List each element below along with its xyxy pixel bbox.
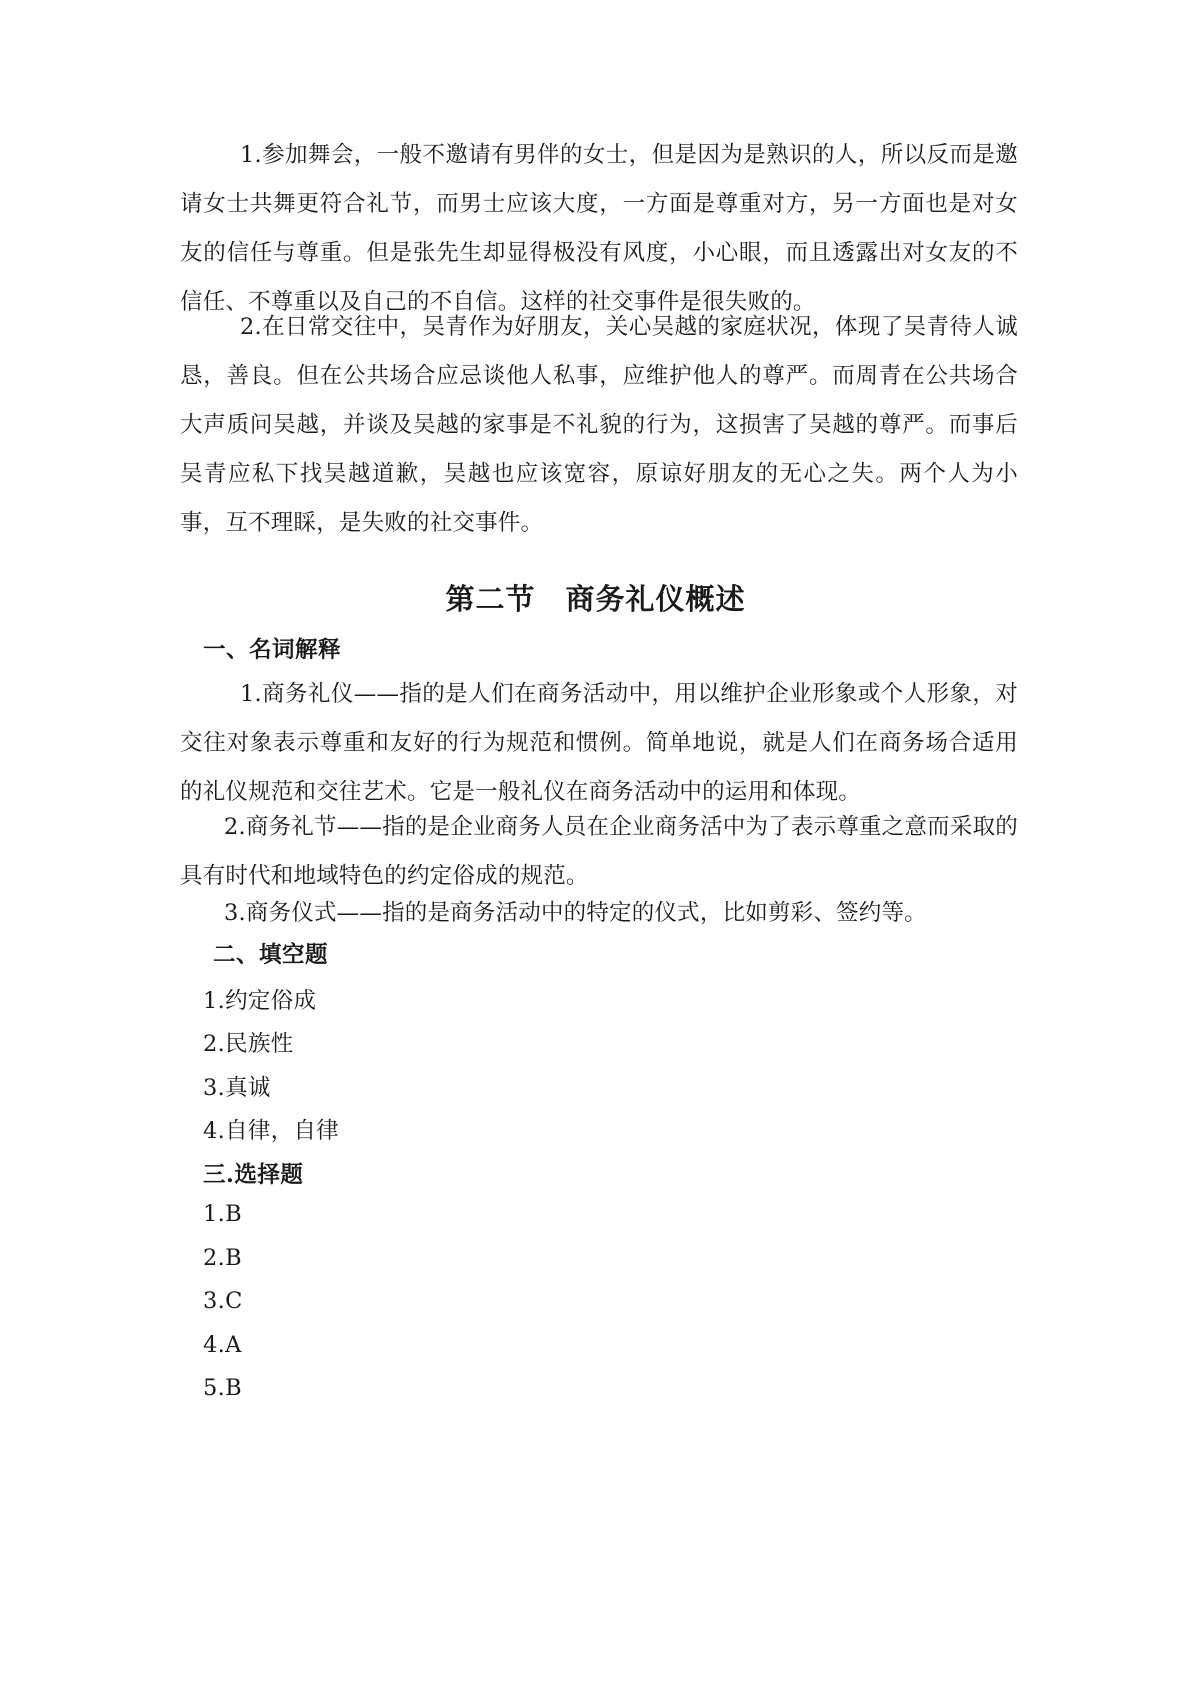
choice-answer-4: 4.A [203,1332,242,1358]
fill-answer-2: 2.民族性 [203,1031,294,1057]
fill-answer-3: 3.真诚 [203,1075,271,1101]
fill-answer-4: 4.自律，自律 [203,1118,340,1144]
choice-answer-2: 2.B [203,1245,242,1271]
part3-heading: 三.选择题 [203,1162,304,1188]
definition-item-2: 2.商务礼节——指的是企业商务人员在企业商务活中为了表示尊重之意而采取的具有时代和地域特色的约定俗成的规范。 [180,814,1018,889]
intro-paragraph-1: 1.参加舞会，一般不邀请有男伴的女士，但是因为是熟识的人，所以反而是邀请女士共舞更符合礼节，而男士应该大度，一方面是尊重对方，另一方面也是对女友的信任与尊重。但是张先生却显得极没有风度，小心眼，而且透露出对女友的不信任、不尊重以及自己的不自信。这样的社交事件是很失败的。 [180,142,1018,315]
definition-item-3: 3.商务仪式——指的是商务活动中的特定的仪式，比如剪彩、签约等。 [224,900,927,926]
section-title: 第二节 商务礼仪概述 [445,582,746,616]
choice-answer-5: 5.B [203,1375,242,1401]
choice-answer-3: 3.C [203,1288,243,1314]
intro-paragraph-2: 2.在日常交往中，吴青作为好朋友，关心吴越的家庭状况，体现了吴青待人诚恳，善良。但在公共场合应忌谈他人私事，应维护他人的尊严。而周青在公共场合大声质问吴越，并谈及吴越的家事是不礼貌的行为，这损害了吴越的尊严。而事后吴青应私下找吴越道歉，吴越也应该宽容，原谅好朋友的无心之失。两个人为小事，互不理睬，是失败的社交事件。 [180,314,1018,536]
definition-item-1: 1.商务礼仪——指的是人们在商务活动中，用以维护企业形象或个人形象，对交往对象表示尊重和友好的行为规范和惯例。简单地说，就是人们在商务场合适用的礼仪规范和交往艺术。它是一般礼仪在商务活动中的运用和体现。 [180,681,1018,805]
part1-heading: 一、名词解释 [203,637,342,663]
fill-answer-1: 1.约定俗成 [203,988,317,1014]
part2-heading: 二、填空题 [213,942,329,968]
choice-answer-1: 1.B [203,1201,242,1227]
